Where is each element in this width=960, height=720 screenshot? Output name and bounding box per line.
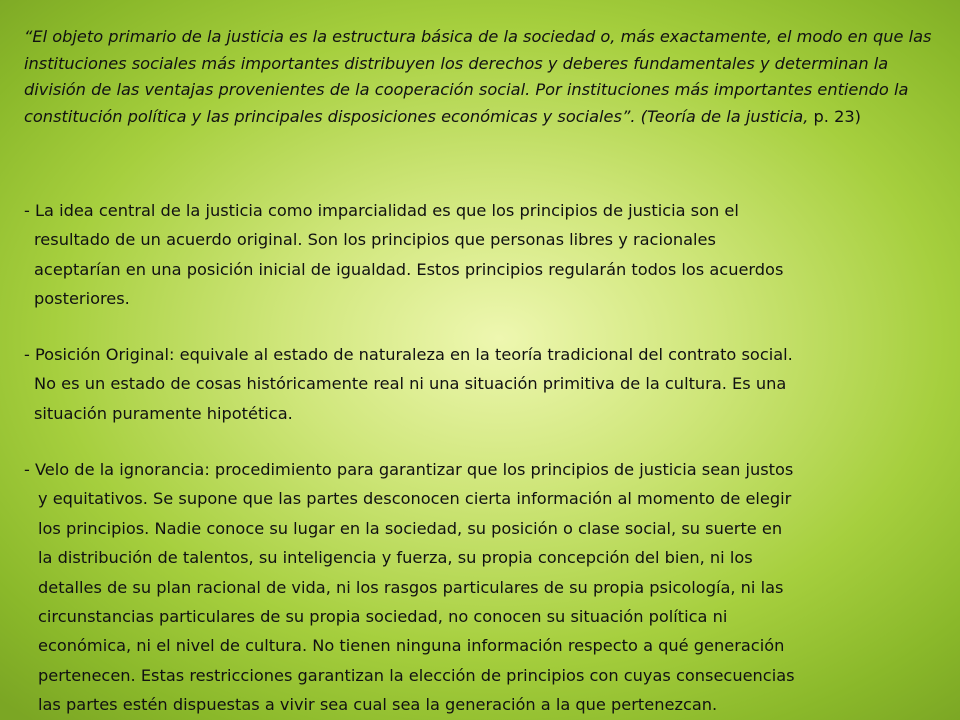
point-line: la distribución de talentos, su inteligencia y fuerza, su propia concepción del bien, ni los: [38, 548, 753, 568]
point-line: resultado de un acuerdo original. Son los principios que personas libres y racionales: [34, 230, 716, 250]
point-line: - Posición Original: equivale al estado de naturaleza en la teoría tradicional del contrato social.: [24, 345, 793, 364]
point-line: aceptarían en una posición inicial de igualdad. Estos principios regularán todos los acuerdos: [34, 259, 784, 279]
point-line: detalles de su plan racional de vida, ni los rasgos particulares de su propia psicología, ni las: [38, 577, 784, 597]
point-line: situación puramente hipotética.: [34, 403, 293, 423]
point-line: circunstancias particulares de su propia sociedad, no conocen su situación política ni: [38, 607, 728, 627]
point-line: No es un estado de cosas históricamente real ni una situación primitiva de la cultura. Es una: [34, 374, 787, 394]
point-line: - Velo de la ignorancia: procedimiento para garantizar que los principios de justicia sean justos: [24, 460, 794, 479]
point-line: posteriores.: [34, 289, 130, 309]
point-justice-as-fairness: [24, 196, 944, 314]
point-line: las partes estén dispuestas a vivir sea cual sea la generación a la que pertenezcan.: [38, 695, 718, 715]
point-line: pertenecen. Estas restricciones garantizan la elección de principios con cuyas consecuencias: [38, 665, 795, 685]
quote-text: “El objeto primario de la justicia es la estructura básica de la sociedad o, más exactamente, el modo en que las instituciones sociales más importantes distribuyen los derechos y deberes fundamentales y determinan la división de las ventajas provenientes de la cooperación social. Por instituciones más importantes entiendo la constitución política y las principales disposiciones económicas y sociales”. (Teoría de la justicia,: [24, 27, 932, 126]
point-veil-of-ignorance: [24, 455, 944, 720]
point-line: económica, ni el nivel de cultura. No tienen ninguna información respecto a qué generación: [38, 636, 785, 656]
point-original-position: [24, 340, 944, 428]
point-line: - La idea central de la justicia como imparcialidad es que los principios de justicia son el: [24, 201, 739, 220]
quote-citation-page: p. 23): [808, 106, 861, 126]
point-line: y equitativos. Se supone que las partes desconocen cierta información al momento de elegir: [38, 489, 792, 509]
rawls-quote: [24, 24, 944, 130]
point-line: los principios. Nadie conoce su lugar en la sociedad, su posición o clase social, su suerte en: [38, 518, 783, 538]
